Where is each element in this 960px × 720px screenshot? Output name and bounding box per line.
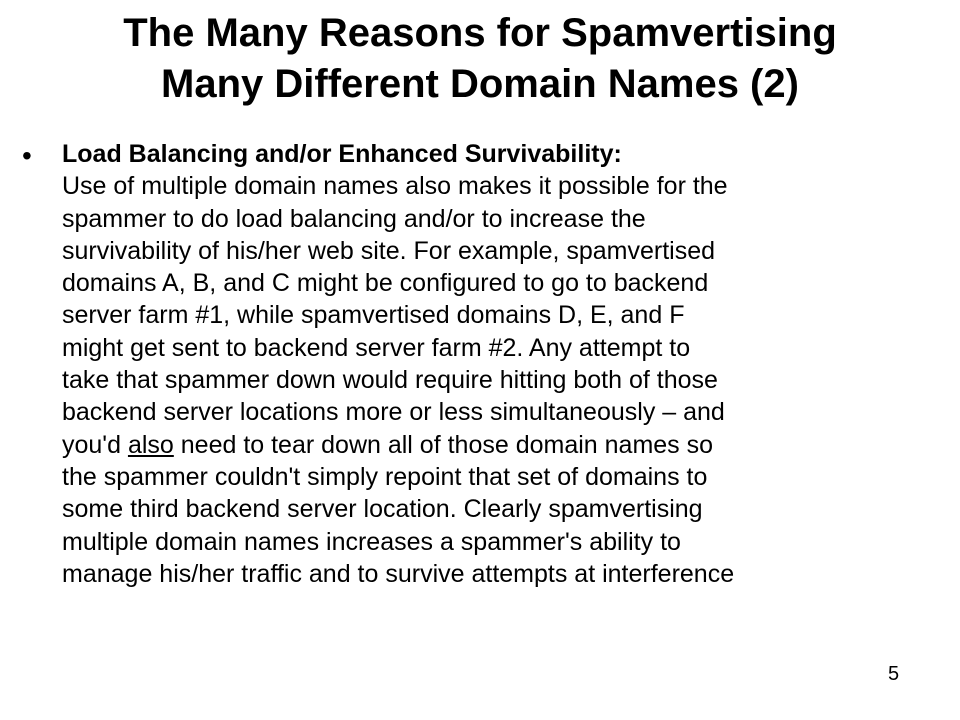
body-line: take that spammer down would require hitting both of those [62,366,718,395]
bullet-text [62,138,942,590]
title-line-1: The Many Reasons for Spamvertising [123,11,837,55]
body-line: the spammer couldn't simply repoint that set of domains to [62,462,708,491]
body-line: backend server locations more or less simultaneously – and [62,398,725,427]
bullet-heading: Load Balancing and/or Enhanced Survivability: [62,140,622,168]
emphasis-also: also [127,430,174,459]
body-line: manage his/her traffic and to survive attempts at interference [62,559,735,588]
body-line: multiple domain names increases a spammer's ability to [62,527,681,556]
body-line: spammer to do load balancing and/or to increase the [62,204,646,233]
body-line: some third backend server location. Clearly spamvertising [62,495,703,524]
body-line: domains A, B, and C might be configured to go to backend [62,269,709,298]
page-number: 5 [888,663,900,685]
body-line: server farm #1, while spamvertised domains D, E, and F [62,301,685,330]
bullet-icon: • [22,140,32,171]
body-text-segment: need to tear down all of those domain names so [173,430,714,459]
body-line: Use of multiple domain names also makes it possible for the [62,172,728,201]
title-line-2: Many Different Domain Names (2) [161,62,799,106]
body-text-segment: you'd [62,430,128,459]
body-line-with-emphasis [62,429,942,461]
body-line: might get sent to backend server farm #2. Any attempt to [62,333,691,362]
slide-title [0,8,960,110]
body-line: survivability of his/her web site. For example, spamvertised [62,236,716,265]
